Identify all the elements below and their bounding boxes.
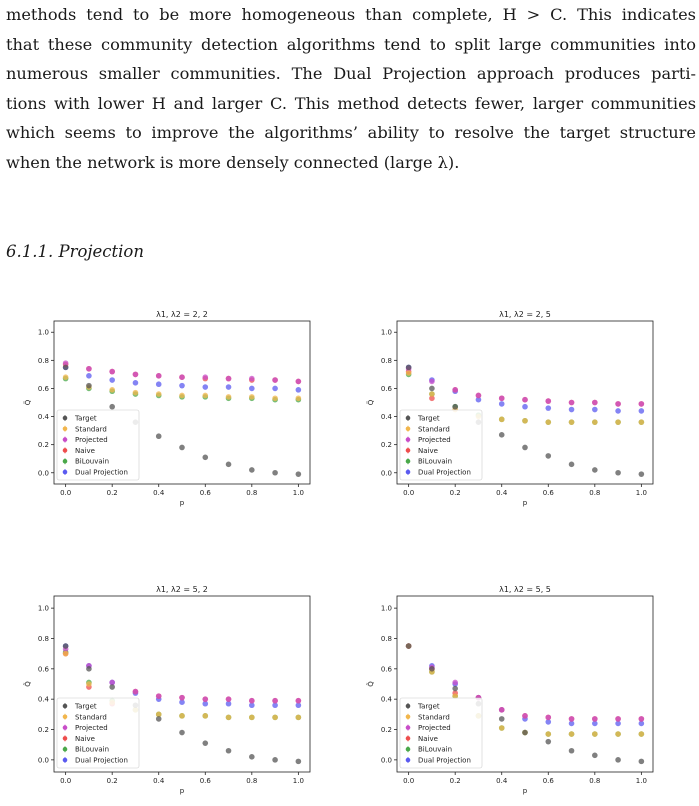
legend-marker xyxy=(406,427,411,432)
legend-label: Standard xyxy=(418,713,450,722)
data-point xyxy=(569,731,575,737)
data-point xyxy=(296,395,302,401)
data-point xyxy=(639,716,645,722)
data-point xyxy=(569,419,575,425)
legend-marker xyxy=(406,437,411,442)
y-tick-label: 1.0 xyxy=(37,328,49,337)
data-point xyxy=(522,397,528,403)
data-point xyxy=(499,725,505,731)
data-point xyxy=(156,693,162,699)
data-point xyxy=(499,395,505,401)
legend-marker xyxy=(63,758,68,763)
y-tick-label: 0.8 xyxy=(37,634,49,643)
data-point xyxy=(592,400,598,406)
y-tick-label: 0.0 xyxy=(37,469,49,478)
legend-label: Naive xyxy=(75,734,95,743)
data-point xyxy=(429,391,435,397)
data-point xyxy=(639,408,645,414)
legend-label: Projected xyxy=(75,436,108,445)
data-point xyxy=(156,381,162,387)
x-tick-label: 0.6 xyxy=(542,489,554,497)
legend-label: BiLouvain xyxy=(75,745,110,754)
data-point xyxy=(179,713,185,719)
paragraph-line: when the network is more densely connected (large λ). xyxy=(6,152,460,172)
data-point xyxy=(545,739,551,745)
data-point xyxy=(429,379,435,385)
x-tick-label: 0.2 xyxy=(106,777,118,785)
data-point xyxy=(522,713,528,719)
legend-marker xyxy=(63,725,68,730)
data-point xyxy=(592,716,598,722)
legend-marker xyxy=(63,416,68,421)
data-point xyxy=(522,730,528,736)
data-point xyxy=(615,419,621,425)
data-point xyxy=(639,419,645,425)
y-tick-label: 0.2 xyxy=(380,441,392,450)
paragraph-line: numerous smaller communities. The Dual Projection approach produces parti- xyxy=(6,64,696,83)
x-tick-label: 0.6 xyxy=(542,777,554,785)
legend-label: Dual Projection xyxy=(418,756,471,765)
legend-label: Dual Projection xyxy=(75,468,128,477)
legend-marker xyxy=(63,437,68,442)
data-point xyxy=(249,386,255,392)
data-point xyxy=(639,471,645,477)
chart-panel-1 xyxy=(24,310,310,507)
data-point xyxy=(86,681,92,687)
y-tick-label: 0.6 xyxy=(380,384,392,393)
legend-label: Target xyxy=(418,702,440,711)
data-point xyxy=(179,730,185,736)
y-tick-label: 1.0 xyxy=(380,604,392,613)
legend-marker xyxy=(406,747,411,752)
data-point xyxy=(249,715,255,721)
data-point xyxy=(296,471,302,477)
legend-marker xyxy=(63,427,68,432)
data-point xyxy=(499,707,505,713)
data-point xyxy=(522,404,528,410)
data-point xyxy=(406,365,412,371)
legend-label: BiLouvain xyxy=(75,457,110,466)
y-tick-label: 0.4 xyxy=(37,695,49,704)
legend-marker xyxy=(406,459,411,464)
y-tick-label: 0.0 xyxy=(380,756,392,765)
data-point xyxy=(86,366,92,372)
y-tick-label: 1.0 xyxy=(37,604,49,613)
data-point xyxy=(545,731,551,737)
legend-marker xyxy=(63,448,68,453)
x-tick-label: 0.2 xyxy=(449,777,461,785)
x-axis-label: p xyxy=(522,499,528,507)
data-point xyxy=(296,387,302,393)
data-point xyxy=(179,393,185,399)
chart-panel-4 xyxy=(367,585,653,795)
x-tick-label: 1.0 xyxy=(292,777,304,785)
data-point xyxy=(296,698,302,704)
data-point xyxy=(109,377,115,383)
chart-panel-2 xyxy=(367,310,653,507)
y-tick-label: 0.0 xyxy=(37,756,49,765)
x-tick-label: 0.8 xyxy=(589,777,601,785)
x-tick-label: 1.0 xyxy=(635,489,647,497)
data-point xyxy=(272,715,278,721)
data-point xyxy=(476,393,482,399)
legend-label: BiLouvain xyxy=(418,457,453,466)
data-point xyxy=(272,395,278,401)
x-tick-label: 0.0 xyxy=(60,489,72,497)
data-point xyxy=(202,696,208,702)
data-point xyxy=(545,715,551,721)
data-point xyxy=(179,374,185,380)
y-axis-label: Q̃ xyxy=(367,399,375,406)
data-point xyxy=(249,698,255,704)
x-tick-label: 0.4 xyxy=(153,489,165,497)
data-point xyxy=(499,716,505,722)
data-point xyxy=(226,748,232,754)
legend-marker xyxy=(63,704,68,709)
data-point xyxy=(615,408,621,414)
x-tick-label: 0.2 xyxy=(106,489,118,497)
y-tick-label: 0.8 xyxy=(37,356,49,365)
data-point xyxy=(249,394,255,400)
legend-label: Naive xyxy=(418,446,438,455)
x-tick-label: 0.0 xyxy=(60,777,72,785)
data-point xyxy=(545,405,551,411)
data-point xyxy=(272,757,278,763)
data-point xyxy=(296,379,302,385)
y-tick-label: 0.6 xyxy=(380,665,392,674)
legend-marker xyxy=(406,758,411,763)
data-point xyxy=(109,387,115,393)
chart-title: λ1, λ2 = 5, 5 xyxy=(499,585,551,594)
chart-title: λ1, λ2 = 2, 2 xyxy=(156,310,208,319)
legend-label: Projected xyxy=(418,436,451,445)
data-point xyxy=(569,407,575,413)
x-tick-label: 0.4 xyxy=(496,777,508,785)
legend-marker xyxy=(406,470,411,475)
data-point xyxy=(202,384,208,390)
data-point xyxy=(272,698,278,704)
data-point xyxy=(522,418,528,424)
y-tick-label: 0.6 xyxy=(37,665,49,674)
x-tick-label: 0.8 xyxy=(589,489,601,497)
legend-marker xyxy=(406,725,411,730)
x-axis-label: p xyxy=(522,787,528,795)
data-point xyxy=(569,400,575,406)
y-axis-label: Q̃ xyxy=(24,681,32,687)
data-point xyxy=(63,374,69,380)
data-point xyxy=(202,374,208,380)
data-point xyxy=(272,386,278,392)
data-point xyxy=(249,467,255,473)
legend-marker xyxy=(63,459,68,464)
data-point xyxy=(156,716,162,722)
data-point xyxy=(226,376,232,382)
legend-label: Projected xyxy=(418,724,451,733)
data-point xyxy=(569,748,575,754)
data-point xyxy=(109,369,115,375)
data-point xyxy=(545,398,551,404)
data-point xyxy=(545,453,551,459)
data-point xyxy=(272,377,278,383)
x-tick-label: 0.8 xyxy=(246,489,258,497)
data-point xyxy=(615,401,621,407)
data-point xyxy=(86,373,92,379)
legend-marker xyxy=(63,736,68,741)
data-point xyxy=(569,716,575,722)
chart-title: λ1, λ2 = 2, 5 xyxy=(499,310,551,319)
data-point xyxy=(639,401,645,407)
data-point xyxy=(452,387,458,393)
data-point xyxy=(226,384,232,390)
data-point xyxy=(522,445,528,451)
x-tick-label: 0.4 xyxy=(496,489,508,497)
y-tick-label: 0.8 xyxy=(380,634,392,643)
data-point xyxy=(86,666,92,672)
legend-label: Standard xyxy=(418,425,450,434)
legend-marker xyxy=(63,715,68,720)
x-tick-label: 0.6 xyxy=(199,489,211,497)
data-point xyxy=(202,740,208,746)
data-point xyxy=(109,404,115,410)
data-point xyxy=(615,757,621,763)
y-tick-label: 0.4 xyxy=(380,695,392,704)
data-point xyxy=(179,445,185,451)
data-point xyxy=(133,390,139,396)
paragraph-line: which seems to improve the algorithms’ ability to resolve the target structure xyxy=(6,123,696,142)
paragraph-line: that these community detection algorithms tend to split large communities into xyxy=(6,34,696,54)
legend-marker xyxy=(406,704,411,709)
data-point xyxy=(499,401,505,407)
data-point xyxy=(429,666,435,672)
chart-panel-3 xyxy=(24,585,310,795)
y-tick-label: 1.0 xyxy=(380,328,392,337)
data-point xyxy=(249,754,255,760)
data-point xyxy=(226,394,232,400)
data-point xyxy=(569,462,575,468)
data-point xyxy=(202,393,208,399)
legend-marker xyxy=(406,448,411,453)
data-point xyxy=(156,391,162,397)
y-tick-label: 0.2 xyxy=(37,726,49,735)
data-point xyxy=(226,462,232,468)
legend-label: Projected xyxy=(75,724,108,733)
data-point xyxy=(499,417,505,423)
data-point xyxy=(86,383,92,389)
data-point xyxy=(592,731,598,737)
data-point xyxy=(615,731,621,737)
data-point xyxy=(615,716,621,722)
legend-marker xyxy=(406,416,411,421)
legend-label: Standard xyxy=(75,713,107,722)
x-tick-label: 1.0 xyxy=(635,777,647,785)
x-tick-label: 0.8 xyxy=(246,777,258,785)
data-point xyxy=(133,689,139,695)
y-tick-label: 0.2 xyxy=(37,441,49,450)
data-point xyxy=(249,376,255,382)
x-tick-label: 0.0 xyxy=(403,777,415,785)
data-point xyxy=(545,419,551,425)
data-point xyxy=(452,686,458,692)
x-tick-label: 0.6 xyxy=(199,777,211,785)
data-point xyxy=(406,643,412,649)
legend-label: Dual Projection xyxy=(75,756,128,765)
x-tick-label: 0.4 xyxy=(153,777,165,785)
data-point xyxy=(452,404,458,410)
y-tick-label: 0.6 xyxy=(37,384,49,393)
data-point xyxy=(63,365,69,371)
legend-marker xyxy=(406,736,411,741)
data-point xyxy=(296,715,302,721)
legend-label: Naive xyxy=(418,734,438,743)
data-point xyxy=(296,759,302,765)
data-point xyxy=(156,373,162,379)
data-point xyxy=(615,470,621,476)
legend-marker xyxy=(406,715,411,720)
x-tick-label: 0.2 xyxy=(449,489,461,497)
y-tick-label: 0.8 xyxy=(380,356,392,365)
x-tick-label: 0.0 xyxy=(403,489,415,497)
data-point xyxy=(592,753,598,759)
legend-marker xyxy=(63,747,68,752)
data-point xyxy=(133,380,139,386)
data-point xyxy=(639,731,645,737)
chart-title: λ1, λ2 = 5, 2 xyxy=(156,585,208,594)
x-axis-label: p xyxy=(179,787,185,795)
data-point xyxy=(202,455,208,461)
data-point xyxy=(133,372,139,378)
y-tick-label: 0.4 xyxy=(380,413,392,422)
y-axis-label: Q̃ xyxy=(24,399,32,406)
data-point xyxy=(452,680,458,686)
data-point xyxy=(592,419,598,425)
data-point xyxy=(179,383,185,389)
y-tick-label: 0.4 xyxy=(37,413,49,422)
data-point xyxy=(429,386,435,392)
data-point xyxy=(592,407,598,413)
data-point xyxy=(179,695,185,701)
data-point xyxy=(639,759,645,765)
legend-label: Dual Projection xyxy=(418,468,471,477)
x-axis-label: p xyxy=(179,499,185,507)
legend-marker xyxy=(63,470,68,475)
y-axis-label: Q̃ xyxy=(367,681,375,687)
data-point xyxy=(202,713,208,719)
data-point xyxy=(226,696,232,702)
data-point xyxy=(592,467,598,473)
data-point xyxy=(63,643,69,649)
y-tick-label: 0.2 xyxy=(380,726,392,735)
legend-label: Standard xyxy=(75,425,107,434)
data-point xyxy=(499,432,505,438)
x-tick-label: 1.0 xyxy=(292,489,304,497)
legend-label: BiLouvain xyxy=(418,745,453,754)
section-heading: 6.1.1. Projection xyxy=(6,242,144,261)
data-point xyxy=(406,370,412,376)
data-point xyxy=(109,684,115,690)
data-point xyxy=(63,651,69,657)
data-point xyxy=(226,715,232,721)
y-tick-label: 0.0 xyxy=(380,469,392,478)
legend-label: Target xyxy=(75,702,97,711)
paragraph-line: methods tend to be more homogeneous than complete, H > C. This indicates xyxy=(6,5,696,24)
legend-label: Target xyxy=(75,414,97,423)
legend-label: Naive xyxy=(75,446,95,455)
paragraph-line: tions with lower H and larger C. This method detects fewer, larger communities xyxy=(6,93,696,113)
data-point xyxy=(272,470,278,476)
legend-label: Target xyxy=(418,414,440,423)
data-point xyxy=(156,433,162,439)
